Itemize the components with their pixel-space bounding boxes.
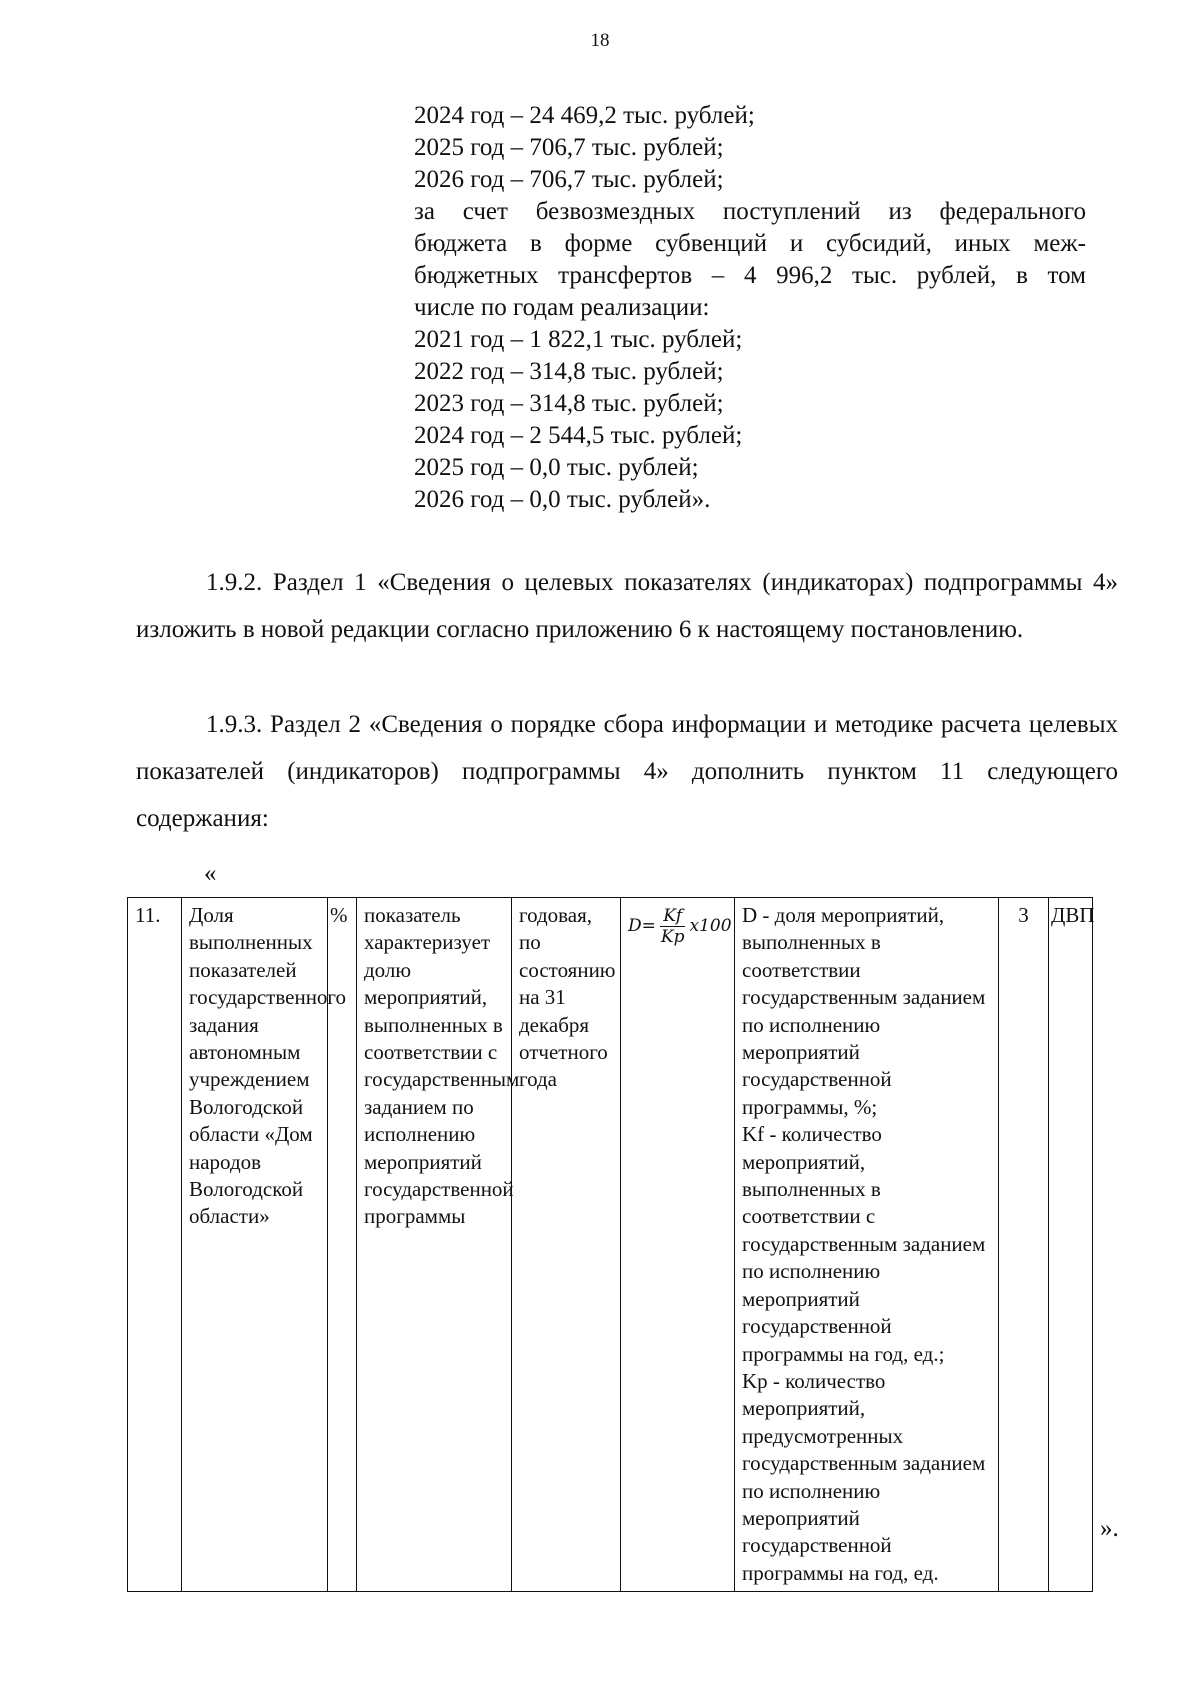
formula-fraction [658, 906, 688, 947]
cell-number: 11. [128, 898, 182, 1592]
year-line: 2021 год – 1 822,1 тыс. рублей; [414, 326, 743, 353]
variable-kf: Kf - количество мероприятий, выполненных в соответствии с государственным заданием по исполнению мероприятий государственной программы на год, ед.; [742, 1122, 986, 1366]
paragraph-1-9-3 [136, 701, 1118, 842]
paragraph-text: 1.9.3. Раздел 2 «Сведения о порядке сбора информации и методике расчета целевых показателей (индикаторов) подпрограммы 4» дополнить пунктом 11 следующего содержания: [136, 711, 1118, 832]
variable-d: D - доля мероприятий, выполненных в соответствии государственным заданием по исполнению мероприятий государственной программы, %; [742, 903, 986, 1119]
formula-numerator: Kf [660, 906, 685, 927]
federal-line: за счет безвозмездных поступлений из федерального [414, 198, 1086, 225]
funding-line: 2026 год – 706,7 тыс. рублей; [414, 166, 724, 193]
federal-line-last: числе по годам реализации: [414, 294, 710, 321]
opening-quote: « [204, 860, 217, 887]
year-line: 2026 год – 0,0 тыс. рублей». [414, 486, 711, 513]
year-line: 2022 год – 314,8 тыс. рублей; [414, 358, 724, 385]
cell-unit: % [328, 898, 357, 1592]
cell-method: 3 [999, 898, 1049, 1592]
formula-lhs: D [628, 915, 642, 936]
year-line: 2025 год – 0,0 тыс. рублей; [414, 454, 699, 481]
federal-line: бюджетных трансфертов – 4 996,2 тыс. рублей, в том [414, 262, 1086, 289]
cell-periodicity: годовая, по состоянию на 31 декабря отчетного года [512, 898, 621, 1592]
page-number: 18 [590, 30, 610, 51]
paragraph-1-9-2 [136, 559, 1118, 653]
funding-line: 2024 год – 24 469,2 тыс. рублей; [414, 102, 755, 129]
year-line: 2023 год – 314,8 тыс. рублей; [414, 390, 724, 417]
formula-denominator: Kp [660, 927, 685, 947]
cell-name: Доля выполненных показателей государственного задания автономным учреждением Вологодской области «Дом народов Вологодской области» [182, 898, 328, 1592]
variable-kp: Kp - количество мероприятий, предусмотренных государственным заданием по исполнению мероприятий государственной программы на год, ед. [742, 1368, 986, 1585]
year-line: 2024 год – 2 544,5 тыс. рублей; [414, 422, 743, 449]
formula: D = $\frac{Kf}{Kp}$ x100 [628, 906, 732, 947]
indicator-table [127, 897, 1093, 1592]
table-row [128, 898, 1093, 1592]
funding-line: 2025 год – 706,7 тыс. рублей; [414, 134, 724, 161]
closing-quote: ». [1100, 1515, 1119, 1542]
formula-multiplier: x100 [689, 915, 732, 936]
federal-line: бюджета в форме субвенций и субсидий, иных меж- [414, 230, 1086, 257]
cell-source: ДВП [1049, 898, 1093, 1592]
cell-formula [621, 898, 735, 1592]
funding-block [414, 100, 1086, 516]
cell-variables [735, 898, 999, 1592]
paragraph-text: 1.9.2. Раздел 1 «Сведения о целевых показателях (индикаторах) подпрограммы 4» изложить в новой редакции согласно приложению 6 к настоящему постановлению. [136, 569, 1118, 643]
cell-definition: показатель характеризует долю мероприятий, выполненных в соответствии с государственным заданием по исполнению мероприятий государственной программы [357, 898, 512, 1592]
